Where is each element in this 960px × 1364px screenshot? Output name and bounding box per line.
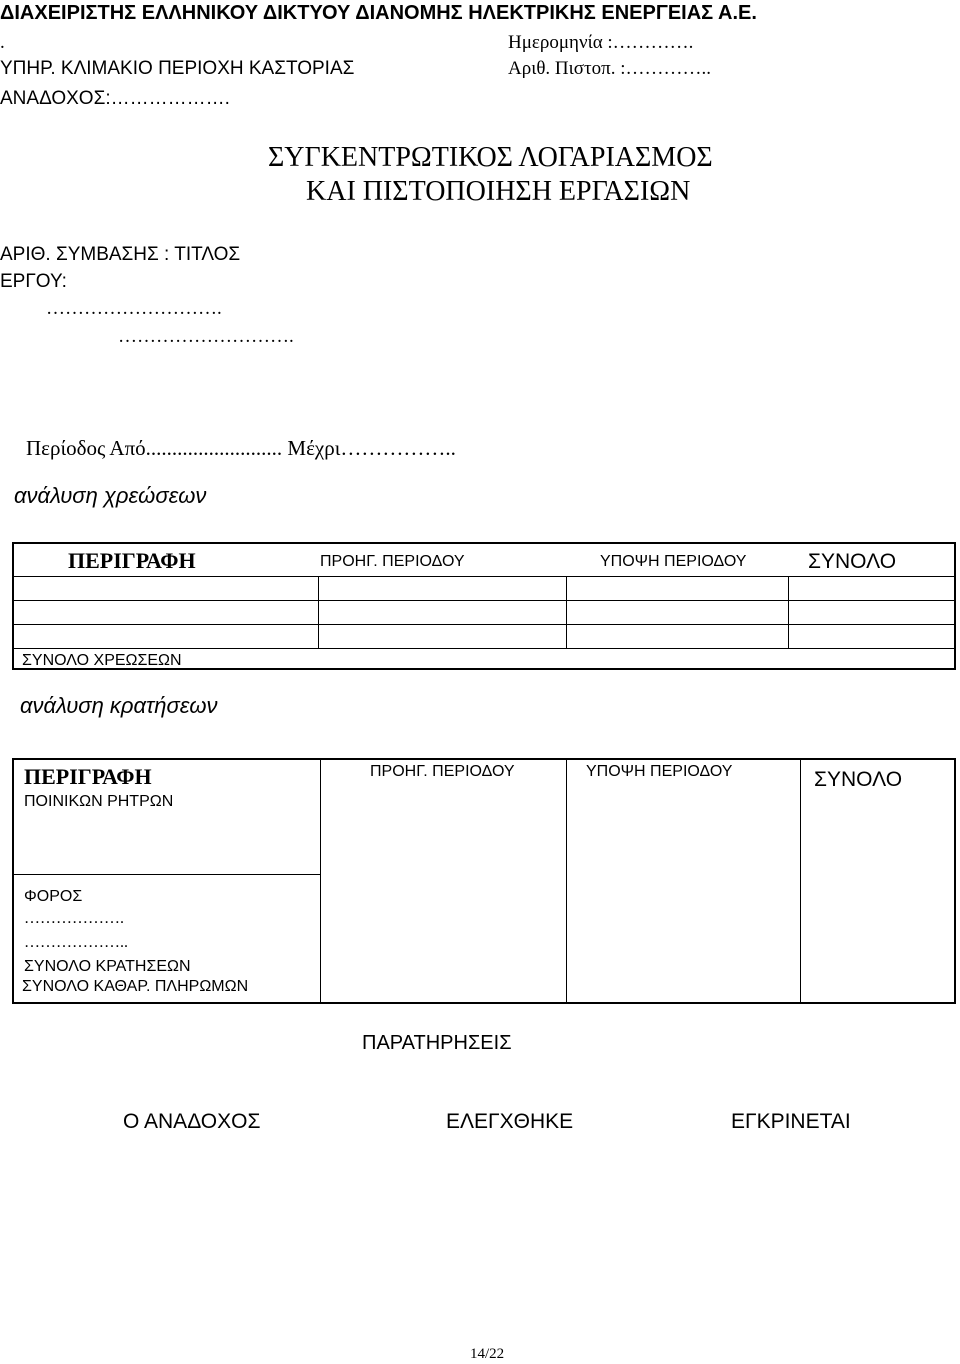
project-blank-2: ………………………. [118,326,294,347]
department-line: ΥΠΗΡ. ΚΛΙΜΑΚΙΟ ΠΕΡΙΟΧΗ ΚΑΣΤΟΡΙΑΣ [0,58,355,79]
table-column-divider [318,576,319,648]
deductions-col-description-sub: ΠΟΙΝΙΚΩΝ ΡΗΤΡΩΝ [24,793,174,810]
table-row-divider [14,600,954,601]
deductions-col-total: ΣΥΝΟΛΟ [814,768,903,791]
remarks-label: ΠΑΡΑΤΗΡΗΣΕΙΣ [362,1032,512,1054]
charges-total-row: ΣΥΝΟΛΟ ΧΡΕΩΣΕΩΝ [22,652,182,669]
company-name: ΔΙΑΧΕΙΡΙΣΤΗΣ ΕΛΛΗΝΙΚΟΥ ΔΙΚΤΥΟΥ ΔΙΑΝΟΜΗΣ ΗΛΕΚΤΡΙΚΗΣ ΕΝΕΡΓΕΙΑΣ Α.Ε. [0,2,757,24]
period-line: Περίοδος Από.......................... Μέχρι…………….. [26,436,456,460]
tax-label: ΦΟΡΟΣ [24,888,83,905]
total-net-payments-label: ΣΥΝΟΛΟ ΚΑΘΑΡ. ΠΛΗΡΩΜΩΝ [22,978,249,995]
signature-contractor: Ο ΑΝΑΔΟΧΟΣ [123,1110,261,1133]
contractor-line: ΑΝΑΔΟΧΟΣ:………………. [0,88,230,109]
signature-approved: ΕΓΚΡΙΝΕΤΑΙ [731,1110,851,1133]
document-title-line2: ΚΑΙ ΠΙΣΤΟΠΟΙΗΣΗ ΕΡΓΑΣΙΩΝ [306,176,691,207]
table-column-divider [566,576,567,648]
table-column-divider [320,760,321,1002]
deductions-col-current: ΥΠΟΨΗ ΠΕΡΙΟΔΟΥ [586,763,733,780]
document-title-line1: ΣΥΓΚΕΝΤΡΩΤΙΚΟΣ ΛΟΓΑΡΙΑΣΜΟΣ [268,142,713,173]
contract-number-label: ΑΡΙΘ. ΣΥΜΒΑΣΗΣ : ΤΙΤΛΟΣ [0,244,241,265]
charges-col-previous: ΠΡΟΗΓ. ΠΕΡΙΟΔΟΥ [320,553,465,570]
charges-col-description: ΠΕΡΙΓΡΑΦΗ [68,548,196,573]
date-field: Ημερομηνία :…………. [508,32,694,53]
table-column-divider [566,760,567,1002]
table-row-divider [14,874,320,875]
project-label: ΕΡΓΟΥ: [0,271,67,292]
table-row-divider [14,624,954,625]
deductions-col-previous: ΠΡΟΗΓ. ΠΕΡΙΟΔΟΥ [370,763,515,780]
charges-section-title: ανάλυση χρεώσεων [14,483,207,508]
table-column-divider [800,760,801,1002]
tax-blank-1: ………………. [24,910,124,927]
page-number: 14/22 [470,1346,505,1362]
charges-col-current: ΥΠΟΨΗ ΠΕΡΙΟΔΟΥ [600,553,747,570]
certificate-number-field: Αριθ. Πιστοπ. :………….. [508,58,711,79]
deductions-section-title: ανάλυση κρατήσεων [20,693,218,718]
project-blank-1: ………………………. [46,298,222,319]
total-deductions-label: ΣΥΝΟΛΟ ΚΡΑΤΗΣΕΩΝ [24,958,191,975]
deductions-table [12,758,956,1004]
deductions-col-description: ΠΕΡΙΓΡΑΦΗ [24,764,152,789]
table-column-divider [788,576,789,648]
table-row-divider [14,576,954,577]
charges-col-total: ΣΥΝΟΛΟ [808,550,897,573]
table-row-divider [14,648,954,649]
signature-checked: ΕΛΕΓΧΘΗΚΕ [446,1110,574,1133]
charges-table [12,542,956,670]
tax-blank-2: ……………….. [24,934,128,951]
header-dot: . [0,32,5,53]
